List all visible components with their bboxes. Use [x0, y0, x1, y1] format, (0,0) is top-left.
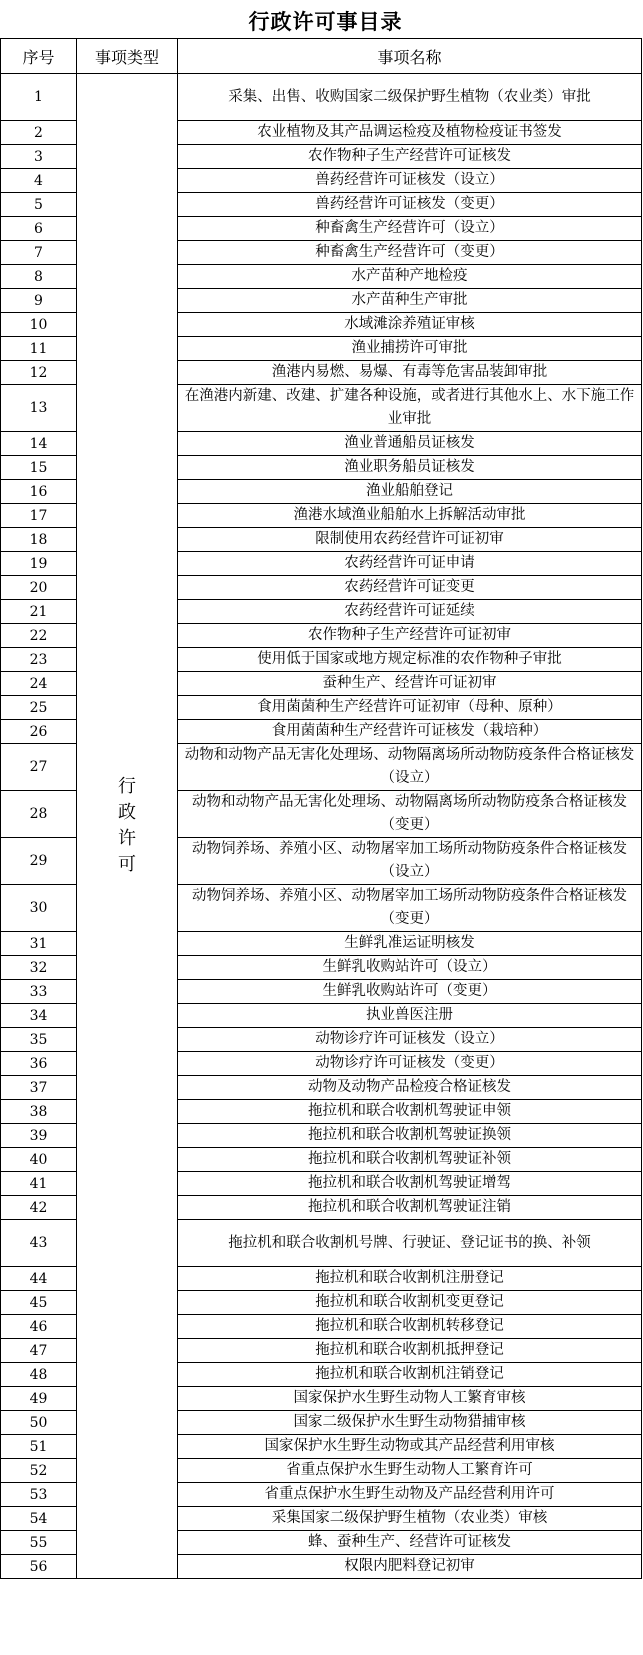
row-number: 36 — [1, 1052, 77, 1076]
item-name: 生鲜乳准运证明核发 — [178, 932, 642, 956]
row-number: 28 — [1, 791, 77, 838]
item-name: 拖拉机和联合收割机驾驶证补领 — [178, 1148, 642, 1172]
item-name: 食用菌菌种生产经营许可证核发（栽培种） — [178, 720, 642, 744]
row-number: 49 — [1, 1387, 77, 1411]
row-number: 25 — [1, 696, 77, 720]
item-name: 生鲜乳收购站许可（变更） — [178, 980, 642, 1004]
item-name: 蚕种生产、经营许可证初审 — [178, 672, 642, 696]
item-name: 农作物种子生产经营许可证核发 — [178, 145, 642, 169]
item-name: 渔港水域渔业船舶水上拆解活动审批 — [178, 504, 642, 528]
row-number: 45 — [1, 1291, 77, 1315]
item-name: 采集、出售、收购国家二级保护野生植物（农业类）审批 — [178, 74, 642, 121]
item-name: 动物饲养场、养殖小区、动物屠宰加工场所动物防疫条件合格证核发（设立） — [178, 838, 642, 885]
row-number: 40 — [1, 1148, 77, 1172]
item-name: 渔业船舶登记 — [178, 480, 642, 504]
item-name: 拖拉机和联合收割机注册登记 — [178, 1267, 642, 1291]
item-name: 兽药经营许可证核发（变更） — [178, 193, 642, 217]
row-number: 15 — [1, 456, 77, 480]
row-number: 13 — [1, 385, 77, 432]
header-type: 事项类型 — [77, 39, 178, 74]
item-name: 动物和动物产品无害化处理场、动物隔离场所动物防疫条合格证核发（变更） — [178, 791, 642, 838]
row-number: 12 — [1, 361, 77, 385]
row-number: 41 — [1, 1172, 77, 1196]
row-number: 31 — [1, 932, 77, 956]
row-number: 34 — [1, 1004, 77, 1028]
item-name: 农药经营许可证变更 — [178, 576, 642, 600]
row-number: 21 — [1, 600, 77, 624]
row-number: 33 — [1, 980, 77, 1004]
row-number: 52 — [1, 1459, 77, 1483]
item-name: 拖拉机和联合收割机驾驶证增驾 — [178, 1172, 642, 1196]
row-number: 17 — [1, 504, 77, 528]
item-name: 农业植物及其产品调运检疫及植物检疫证书签发 — [178, 121, 642, 145]
item-name: 在渔港内新建、改建、扩建各种设施，或者进行其他水上、水下施工作业审批 — [178, 385, 642, 432]
row-number: 51 — [1, 1435, 77, 1459]
item-name: 食用菌菌种生产经营许可证初审（母种、原种） — [178, 696, 642, 720]
row-number: 30 — [1, 885, 77, 932]
item-name: 拖拉机和联合收割机号牌、行驶证、登记证书的换、补领 — [178, 1220, 642, 1267]
row-number: 32 — [1, 956, 77, 980]
table-body — [1, 74, 642, 1579]
item-name: 生鲜乳收购站许可（设立） — [178, 956, 642, 980]
item-name: 农作物种子生产经营许可证初审 — [178, 624, 642, 648]
row-number: 23 — [1, 648, 77, 672]
item-name: 国家保护水生野生动物人工繁育审核 — [178, 1387, 642, 1411]
row-number: 24 — [1, 672, 77, 696]
item-name: 水产苗种产地检疫 — [178, 265, 642, 289]
row-number: 48 — [1, 1363, 77, 1387]
row-number: 42 — [1, 1196, 77, 1220]
item-name: 拖拉机和联合收割机驾驶证换领 — [178, 1124, 642, 1148]
item-name: 限制使用农药经营许可证初审 — [178, 528, 642, 552]
item-name: 种畜禽生产经营许可（设立） — [178, 217, 642, 241]
item-name: 蜂、蚕种生产、经营许可证核发 — [178, 1531, 642, 1555]
permit-table — [0, 38, 642, 1579]
item-name: 农药经营许可证申请 — [178, 552, 642, 576]
row-number: 7 — [1, 241, 77, 265]
row-number: 1 — [1, 74, 77, 121]
item-name: 兽药经营许可证核发（设立） — [178, 169, 642, 193]
item-name: 采集国家二级保护野生植物（农业类）审核 — [178, 1507, 642, 1531]
item-name: 动物诊疗许可证核发（变更） — [178, 1052, 642, 1076]
row-number: 3 — [1, 145, 77, 169]
row-number: 11 — [1, 337, 77, 361]
header-name: 事项名称 — [178, 39, 642, 74]
item-name: 渔业捕捞许可审批 — [178, 337, 642, 361]
row-number: 47 — [1, 1339, 77, 1363]
item-name: 渔业职务船员证核发 — [178, 456, 642, 480]
row-number: 4 — [1, 169, 77, 193]
row-number: 50 — [1, 1411, 77, 1435]
item-name: 水产苗种生产审批 — [178, 289, 642, 313]
row-number: 6 — [1, 217, 77, 241]
item-name: 种畜禽生产经营许可（变更） — [178, 241, 642, 265]
item-name: 权限内肥料登记初审 — [178, 1555, 642, 1579]
row-number: 14 — [1, 432, 77, 456]
row-number: 18 — [1, 528, 77, 552]
item-name: 拖拉机和联合收割机转移登记 — [178, 1315, 642, 1339]
item-name: 省重点保护水生野生动物人工繁育许可 — [178, 1459, 642, 1483]
item-name: 拖拉机和联合收割机变更登记 — [178, 1291, 642, 1315]
row-number: 43 — [1, 1220, 77, 1267]
row-number: 29 — [1, 838, 77, 885]
item-name: 拖拉机和联合收割机注销登记 — [178, 1363, 642, 1387]
item-name: 省重点保护水生野生动物及产品经营利用许可 — [178, 1483, 642, 1507]
type-cell — [77, 74, 178, 1579]
item-name: 使用低于国家或地方规定标准的农作物种子审批 — [178, 648, 642, 672]
row-number: 20 — [1, 576, 77, 600]
header-num: 序号 — [1, 39, 77, 74]
header-row — [1, 39, 642, 74]
row-number: 8 — [1, 265, 77, 289]
row-number: 53 — [1, 1483, 77, 1507]
item-name: 执业兽医注册 — [178, 1004, 642, 1028]
row-number: 35 — [1, 1028, 77, 1052]
document-title: 行政许可事目录 — [248, 10, 403, 34]
row-number: 44 — [1, 1267, 77, 1291]
row-number: 2 — [1, 121, 77, 145]
row-number: 37 — [1, 1076, 77, 1100]
item-name: 动物饲养场、养殖小区、动物屠宰加工场所动物防疫条件合格证核发（变更） — [178, 885, 642, 932]
row-number: 10 — [1, 313, 77, 337]
item-name: 农药经营许可证延续 — [178, 600, 642, 624]
item-name: 拖拉机和联合收割机驾驶证注销 — [178, 1196, 642, 1220]
row-number: 55 — [1, 1531, 77, 1555]
item-name: 动物和动物产品无害化处理场、动物隔离场所动物防疫条件合格证核发（设立） — [178, 744, 642, 791]
row-number: 5 — [1, 193, 77, 217]
item-name: 动物及动物产品检疫合格证核发 — [178, 1076, 642, 1100]
type-label: 行 政 许 可 — [118, 776, 136, 875]
row-number: 46 — [1, 1315, 77, 1339]
item-name: 拖拉机和联合收割机驾驶证申领 — [178, 1100, 642, 1124]
item-name: 渔业普通船员证核发 — [178, 432, 642, 456]
row-number: 27 — [1, 744, 77, 791]
row-number: 22 — [1, 624, 77, 648]
item-name: 渔港内易燃、易爆、有毒等危害品装卸审批 — [178, 361, 642, 385]
row-number: 19 — [1, 552, 77, 576]
item-name: 动物诊疗许可证核发（设立） — [178, 1028, 642, 1052]
item-name: 水域滩涂养殖证审核 — [178, 313, 642, 337]
item-name: 国家二级保护水生野生动物猎捕审核 — [178, 1411, 642, 1435]
row-number: 26 — [1, 720, 77, 744]
table-row — [1, 74, 642, 121]
row-number: 9 — [1, 289, 77, 313]
row-number: 39 — [1, 1124, 77, 1148]
row-number: 54 — [1, 1507, 77, 1531]
row-number: 38 — [1, 1100, 77, 1124]
item-name: 拖拉机和联合收割机抵押登记 — [178, 1339, 642, 1363]
item-name: 国家保护水生野生动物或其产品经营利用审核 — [178, 1435, 642, 1459]
row-number: 16 — [1, 480, 77, 504]
row-number: 56 — [1, 1555, 77, 1579]
